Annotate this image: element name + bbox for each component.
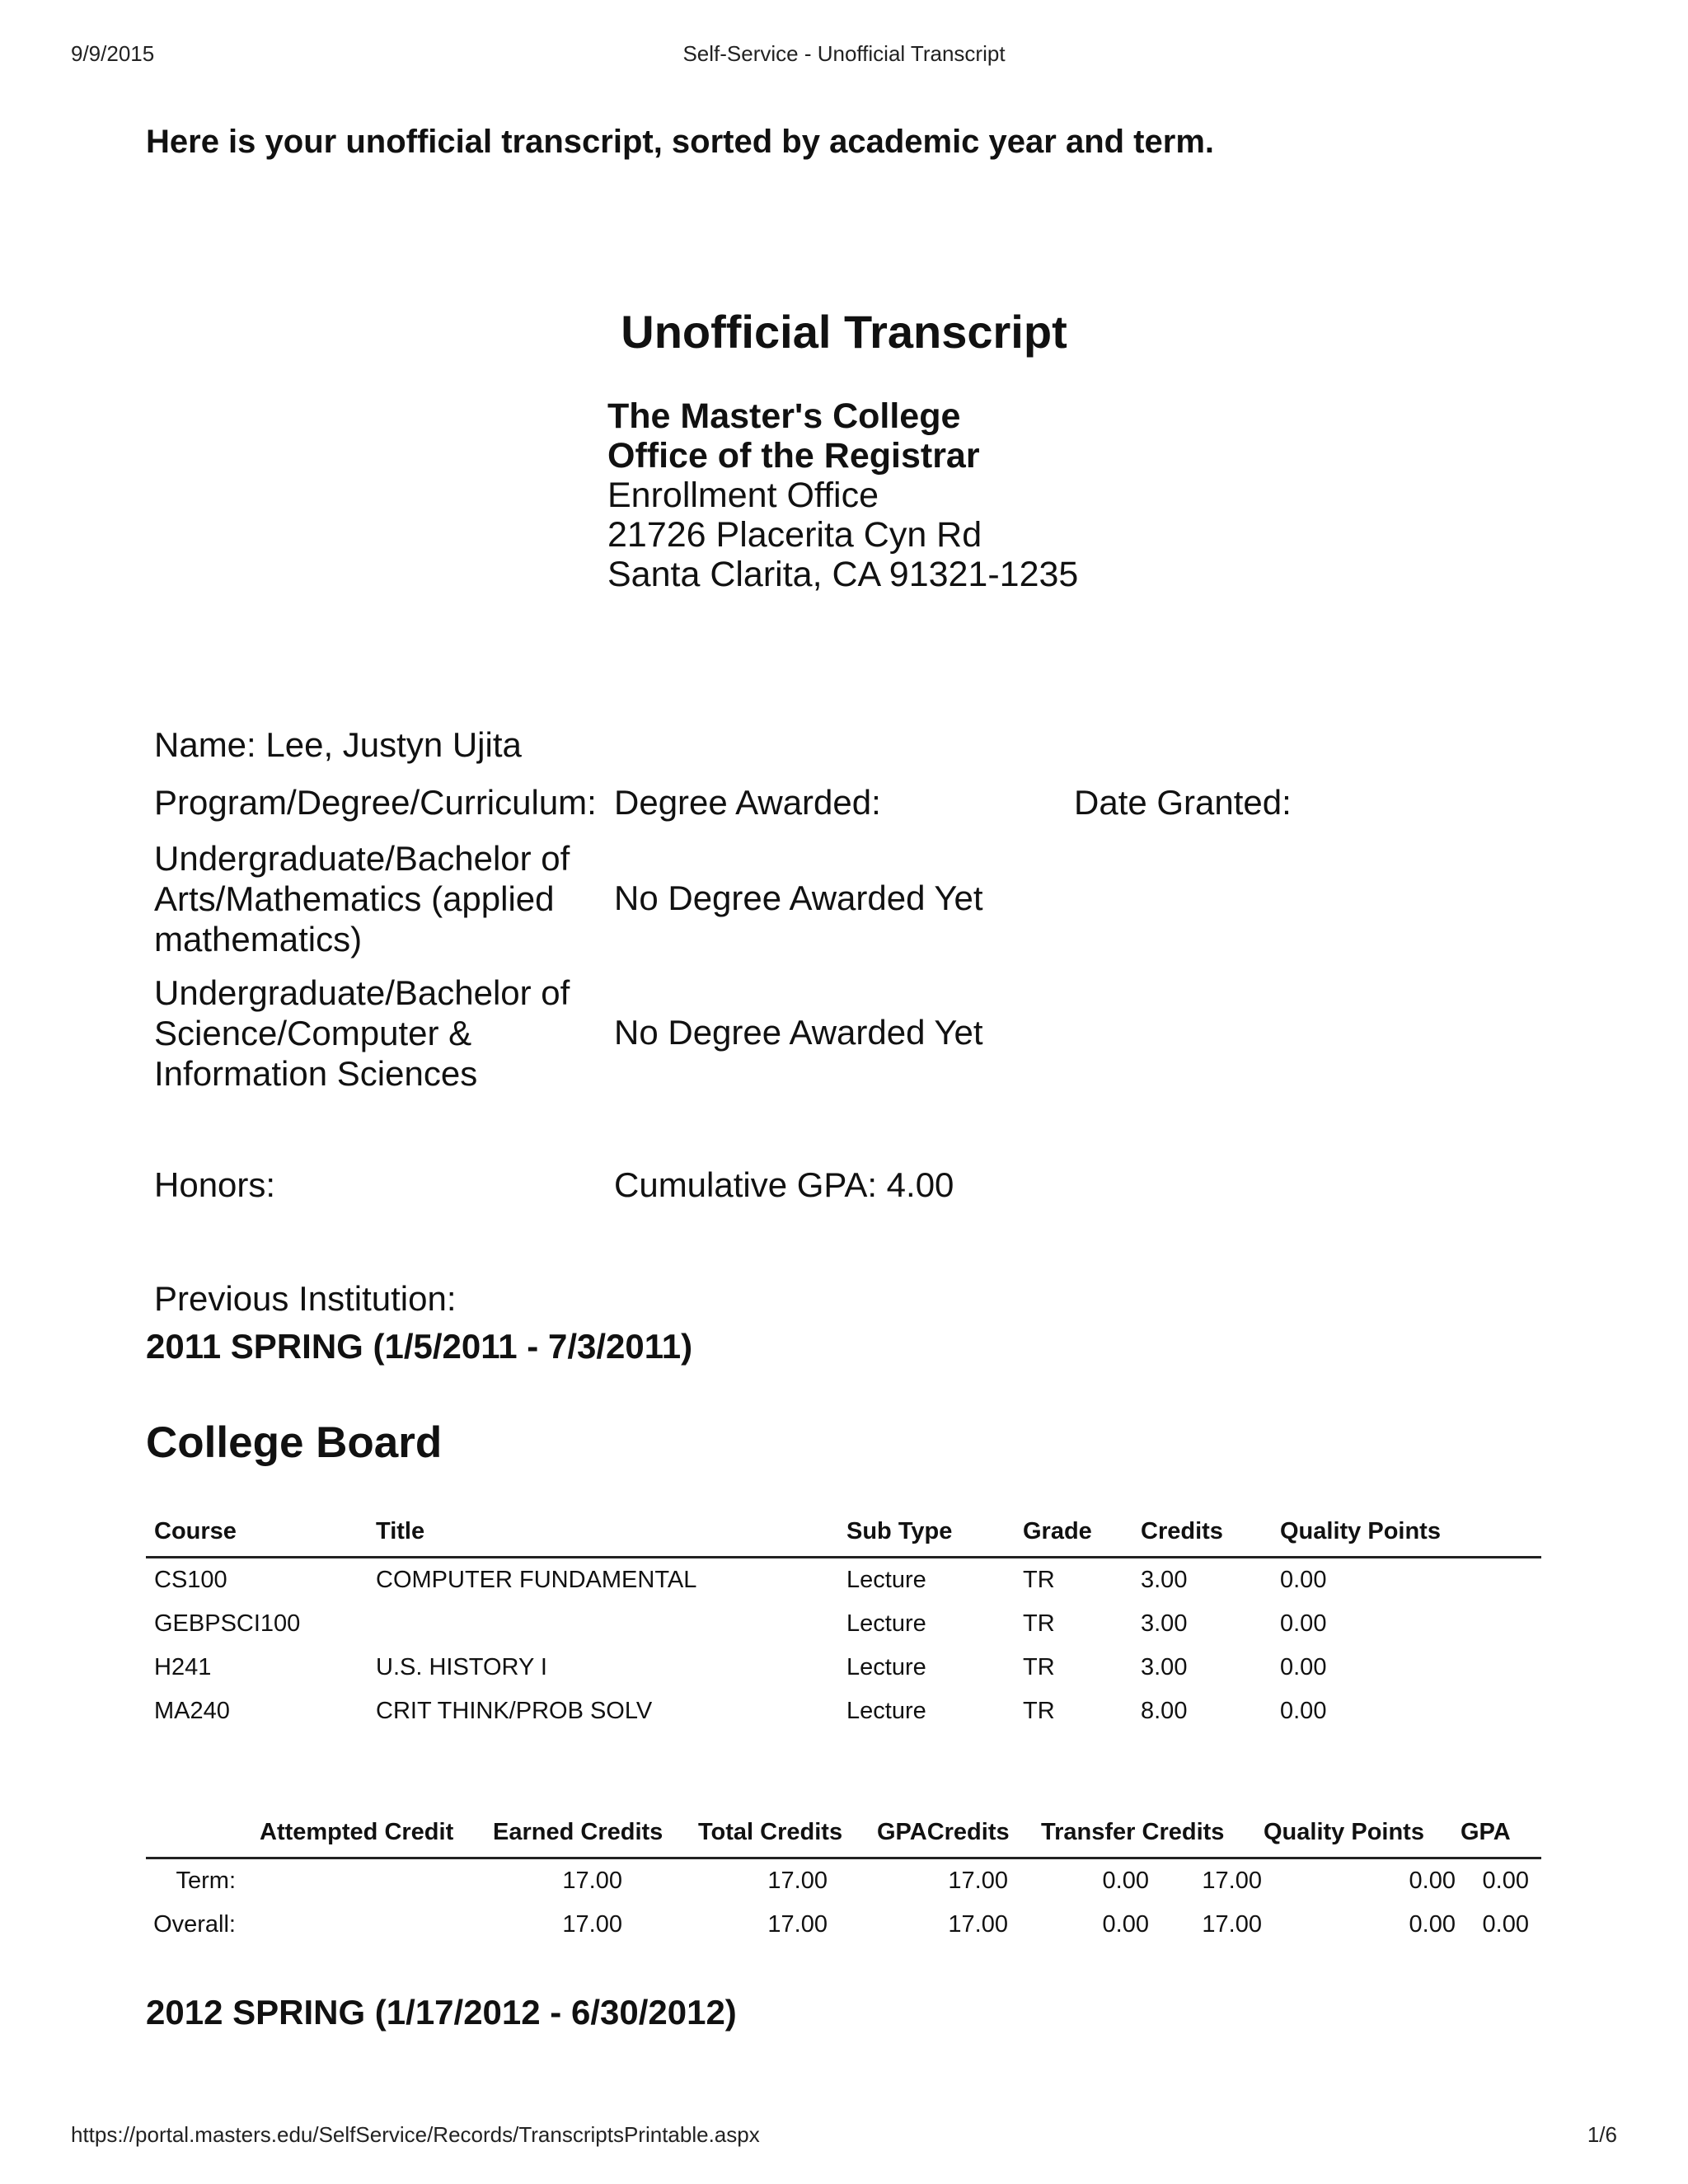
department: Enrollment Office bbox=[607, 476, 879, 515]
course-grade: TR bbox=[1023, 1654, 1055, 1680]
col-credits: Credits bbox=[1141, 1518, 1223, 1544]
street-address: 21726 Placerita Cyn Rd bbox=[607, 515, 982, 555]
attempted-credit-value: 17.00 bbox=[562, 1868, 622, 1894]
col-quality-points: Quality Points bbox=[1264, 1819, 1424, 1845]
course-table bbox=[146, 1516, 1541, 1733]
honors-label: Honors: bbox=[154, 1165, 276, 1204]
credit-summary-table bbox=[146, 1817, 1541, 1947]
transfer-credits-value: 17.00 bbox=[1202, 1911, 1262, 1938]
course-title: U.S. HISTORY I bbox=[376, 1654, 547, 1680]
table-row bbox=[146, 1646, 1541, 1690]
total-credits-value: 17.00 bbox=[948, 1911, 1008, 1938]
course-quality-points: 0.00 bbox=[1280, 1567, 1327, 1593]
earned-credits-value: 17.00 bbox=[767, 1911, 828, 1938]
program-1-line: Undergraduate/Bachelor of bbox=[154, 839, 570, 878]
school-name: The Master's College bbox=[607, 396, 961, 436]
col-quality-points: Quality Points bbox=[1280, 1518, 1441, 1544]
program-1-degree: No Degree Awarded Yet bbox=[614, 879, 983, 917]
program-2 bbox=[154, 972, 570, 1094]
course-code: GEBPSCI100 bbox=[154, 1610, 301, 1637]
registrar-office: Office of the Registrar bbox=[607, 436, 980, 476]
registrar-address bbox=[607, 396, 1078, 594]
earned-credits-value: 17.00 bbox=[767, 1868, 828, 1894]
col-grade: Grade bbox=[1023, 1518, 1092, 1544]
row-label: Overall: bbox=[153, 1911, 236, 1938]
course-code: CS100 bbox=[154, 1567, 227, 1593]
table-row bbox=[146, 1602, 1541, 1646]
course-title: CRIT THINK/PROB SOLV bbox=[376, 1698, 653, 1724]
col-transfer-credits: Transfer Credits bbox=[1041, 1819, 1225, 1845]
course-credits: 3.00 bbox=[1141, 1610, 1188, 1637]
table-row bbox=[146, 1690, 1541, 1733]
course-quality-points: 0.00 bbox=[1280, 1698, 1327, 1724]
col-earned-credits: Earned Credits bbox=[493, 1819, 663, 1845]
course-code: H241 bbox=[154, 1654, 212, 1680]
page-title: Unofficial Transcript bbox=[621, 306, 1067, 358]
total-credits-value: 17.00 bbox=[948, 1868, 1008, 1894]
quality-points-value: 0.00 bbox=[1409, 1868, 1456, 1894]
program-2-line: Undergraduate/Bachelor of bbox=[154, 973, 570, 1012]
summary-row-overall bbox=[146, 1903, 1541, 1947]
cumulative-gpa: Cumulative GPA: 4.00 bbox=[614, 1165, 954, 1204]
course-title: COMPUTER FUNDAMENTAL bbox=[376, 1567, 697, 1593]
summary-table-header bbox=[146, 1817, 1541, 1859]
course-sub-type: Lecture bbox=[846, 1654, 926, 1680]
col-gpa-credits: GPACredits bbox=[877, 1819, 1010, 1845]
summary-row-term bbox=[146, 1859, 1541, 1903]
gpa-value: 0.00 bbox=[1482, 1868, 1529, 1894]
term-heading: 2011 SPRING (1/5/2011 - 7/3/2011) bbox=[146, 1327, 693, 1366]
program-2-line: Information Sciences bbox=[154, 1054, 478, 1093]
course-sub-type: Lecture bbox=[846, 1610, 926, 1637]
student-name: Name: Lee, Justyn Ujita bbox=[154, 725, 522, 764]
program-2-line: Science/Computer & bbox=[154, 1014, 472, 1052]
gpa-value: 0.00 bbox=[1482, 1911, 1529, 1938]
term-heading: 2012 SPRING (1/17/2012 - 6/30/2012) bbox=[146, 1993, 737, 2032]
course-sub-type: Lecture bbox=[846, 1698, 926, 1724]
course-quality-points: 0.00 bbox=[1280, 1654, 1327, 1680]
print-page-title: Self-Service - Unofficial Transcript bbox=[682, 41, 1006, 66]
col-attempted-credit: Attempted Credit bbox=[260, 1819, 454, 1845]
course-credits: 3.00 bbox=[1141, 1567, 1188, 1593]
page-url: https://portal.masters.edu/SelfService/Records/TranscriptsPrintable.aspx bbox=[71, 2122, 760, 2147]
institution-name: College Board bbox=[146, 1418, 443, 1467]
course-quality-points: 0.00 bbox=[1280, 1610, 1327, 1637]
quality-points-value: 0.00 bbox=[1409, 1911, 1456, 1938]
transfer-credits-value: 17.00 bbox=[1202, 1868, 1262, 1894]
course-grade: TR bbox=[1023, 1610, 1055, 1637]
date-granted-label: Date Granted: bbox=[1074, 783, 1292, 822]
program-label: Program/Degree/Curriculum: bbox=[154, 783, 597, 822]
col-course: Course bbox=[154, 1518, 237, 1544]
program-1 bbox=[154, 838, 570, 959]
program-1-line: mathematics) bbox=[154, 920, 363, 958]
col-total-credits: Total Credits bbox=[698, 1819, 843, 1845]
gpa-credits-value: 0.00 bbox=[1102, 1868, 1149, 1894]
course-table-header bbox=[146, 1516, 1541, 1558]
course-credits: 3.00 bbox=[1141, 1654, 1188, 1680]
course-code: MA240 bbox=[154, 1698, 230, 1724]
table-row bbox=[146, 1558, 1541, 1602]
col-sub-type: Sub Type bbox=[846, 1518, 953, 1544]
city-address: Santa Clarita, CA 91321-1235 bbox=[607, 555, 1079, 594]
course-sub-type: Lecture bbox=[846, 1567, 926, 1593]
intro-text: Here is your unofficial transcript, sorted by academic year and term. bbox=[146, 124, 1214, 160]
print-header bbox=[71, 41, 1617, 69]
degree-awarded-label: Degree Awarded: bbox=[614, 783, 881, 822]
col-title: Title bbox=[376, 1518, 425, 1544]
program-2-degree: No Degree Awarded Yet bbox=[614, 1013, 983, 1052]
page-number: 1/6 bbox=[1587, 2122, 1617, 2147]
course-grade: TR bbox=[1023, 1567, 1055, 1593]
course-grade: TR bbox=[1023, 1698, 1055, 1724]
print-date: 9/9/2015 bbox=[71, 41, 155, 66]
course-credits: 8.00 bbox=[1141, 1698, 1188, 1724]
program-1-line: Arts/Mathematics (applied bbox=[154, 879, 555, 918]
previous-institution-label: Previous Institution: bbox=[154, 1279, 457, 1318]
row-label: Term: bbox=[176, 1868, 236, 1894]
attempted-credit-value: 17.00 bbox=[562, 1911, 622, 1938]
print-footer bbox=[71, 2122, 1617, 2150]
gpa-credits-value: 0.00 bbox=[1102, 1911, 1149, 1938]
col-gpa: GPA bbox=[1461, 1819, 1511, 1845]
